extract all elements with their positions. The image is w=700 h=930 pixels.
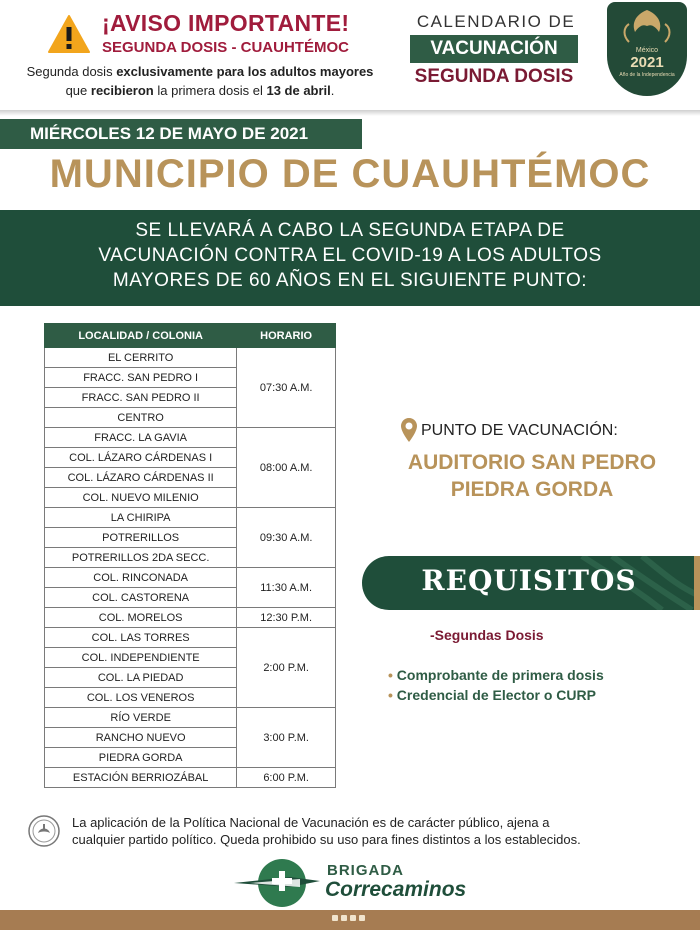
correcaminos-label: Correcaminos [325, 878, 467, 901]
bullet-icon: • [388, 667, 397, 683]
horario-cell: 3:00 P.M. [237, 708, 336, 768]
calendar-title-line3: SEGUNDA DOSIS [414, 66, 574, 87]
localidad-cell: COL. LA PIEDAD [45, 668, 237, 688]
vaccination-point-name-1: AUDITORIO SAN PEDRO [407, 451, 657, 474]
localidad-cell: COL. CASTORENA [45, 588, 237, 608]
aviso-line-2: que recibieron la primera dosis el 13 de abril. [65, 83, 335, 98]
vaccination-point-label: PUNTO DE VACUNACIÓN: [421, 422, 618, 439]
aviso-title: ¡AVISO IMPORTANTE! [102, 10, 350, 36]
localidad-cell: PIEDRA GORDA [45, 748, 237, 768]
table-row [45, 708, 336, 728]
localidad-cell: POTRERILLOS [45, 528, 237, 548]
horario-cell: 08:00 A.M. [237, 428, 336, 508]
table-row [45, 508, 336, 528]
localidad-cell: CENTRO [45, 408, 237, 428]
announcement-line-2: VACUNACIÓN CONTRA EL COVID-19 A LOS ADULTOS [98, 245, 602, 266]
requirement-item: • Credencial de Elector o CURP [388, 687, 596, 703]
announcement-line-3: MAYORES DE 60 AÑOS EN EL SIGUIENTE PUNTO: [112, 270, 588, 291]
calendar-title-line1: CALENDARIO DE [416, 12, 576, 31]
social-icons [332, 915, 365, 921]
localidad-cell: EL CERRITO [45, 348, 237, 368]
logo-text-year: 2021 [630, 54, 664, 71]
warning-icon [48, 14, 90, 54]
horario-cell: 6:00 P.M. [237, 768, 336, 788]
table-row [45, 608, 336, 628]
schedule-table [44, 323, 336, 788]
localidad-cell: COL. LAS TORRES [45, 628, 237, 648]
twitter-icon[interactable] [341, 915, 347, 921]
facebook-icon[interactable] [332, 915, 338, 921]
column-header-horario: HORARIO [237, 324, 336, 348]
column-header-localidad: LOCALIDAD / COLONIA [45, 324, 237, 348]
mexico-seal-icon [28, 815, 60, 847]
localidad-cell: COL. LOS VENEROS [45, 688, 237, 708]
localidad-cell: FRACC. SAN PEDRO II [45, 388, 237, 408]
localidad-cell: POTRERILLOS 2DA SECC. [45, 548, 237, 568]
disclaimer-line-1: La aplicación de la Política Nacional de Vacunación es de carácter público, ajena a [72, 815, 550, 830]
horario-cell: 09:30 A.M. [237, 508, 336, 568]
horario-cell: 2:00 P.M. [237, 628, 336, 708]
announcement-line-1: SE LLEVARÁ A CABO LA SEGUNDA ETAPA DE [135, 220, 565, 241]
localidad-cell: FRACC. SAN PEDRO I [45, 368, 237, 388]
horario-cell: 11:30 A.M. [237, 568, 336, 608]
logo-text-motto: Año de la Independencia [619, 72, 675, 78]
brigada-label: BRIGADA [327, 862, 404, 879]
localidad-cell: COL. INDEPENDIENTE [45, 648, 237, 668]
vaccination-point-name-2: PIEDRA GORDA [450, 478, 614, 501]
localidad-cell: FRACC. LA GAVIA [45, 428, 237, 448]
schedule-body [45, 348, 336, 788]
aviso-subtitle: SEGUNDA DOSIS - CUAUHTÉMOC [102, 39, 349, 56]
requirement-item: • Comprobante de primera dosis [388, 667, 604, 683]
table-row [45, 428, 336, 448]
location-pin-icon [400, 417, 418, 443]
mexico-2021-logo [607, 2, 687, 96]
date-banner: MIÉRCOLES 12 DE MAYO DE 2021 [0, 119, 362, 149]
table-row [45, 348, 336, 368]
instagram-icon[interactable] [350, 915, 356, 921]
youtube-icon[interactable] [359, 915, 365, 921]
requirements-title: REQUISITOS [421, 564, 637, 597]
localidad-cell: COL. RINCONADA [45, 568, 237, 588]
disclaimer-line-2: cualquier partido político. Queda prohibido su uso para fines distintos a los establecidos. [72, 832, 581, 847]
correcaminos-logo-icon [230, 857, 325, 909]
horario-cell: 12:30 P.M. [237, 608, 336, 628]
requirements-subtitle: -Segundas Dosis [430, 627, 544, 643]
localidad-cell: COL. NUEVO MILENIO [45, 488, 237, 508]
aviso-line-1: Segunda dosis exclusivamente para los adultos mayores [26, 64, 374, 79]
header-divider [0, 110, 700, 116]
localidad-cell: ESTACIÓN BERRIOZÁBAL [45, 768, 237, 788]
logo-text-mexico: México [635, 47, 659, 54]
localidad-cell: LA CHIRIPA [45, 508, 237, 528]
table-row [45, 768, 336, 788]
localidad-cell: RANCHO NUEVO [45, 728, 237, 748]
table-row [45, 628, 336, 648]
horario-cell: 07:30 A.M. [237, 348, 336, 428]
bullet-icon: • [388, 687, 397, 703]
localidad-cell: COL. MORELOS [45, 608, 237, 628]
localidad-cell: COL. LÁZARO CÁRDENAS II [45, 468, 237, 488]
schedule-header-row [45, 324, 336, 348]
table-row [45, 568, 336, 588]
calendar-title-line2: VACUNACIÓN [410, 35, 578, 63]
municipio-title: MUNICIPIO DE CUAUHTÉMOC [49, 152, 651, 196]
localidad-cell: COL. LÁZARO CÁRDENAS I [45, 448, 237, 468]
localidad-cell: RÍO VERDE [45, 708, 237, 728]
eagle-icon [607, 4, 687, 48]
